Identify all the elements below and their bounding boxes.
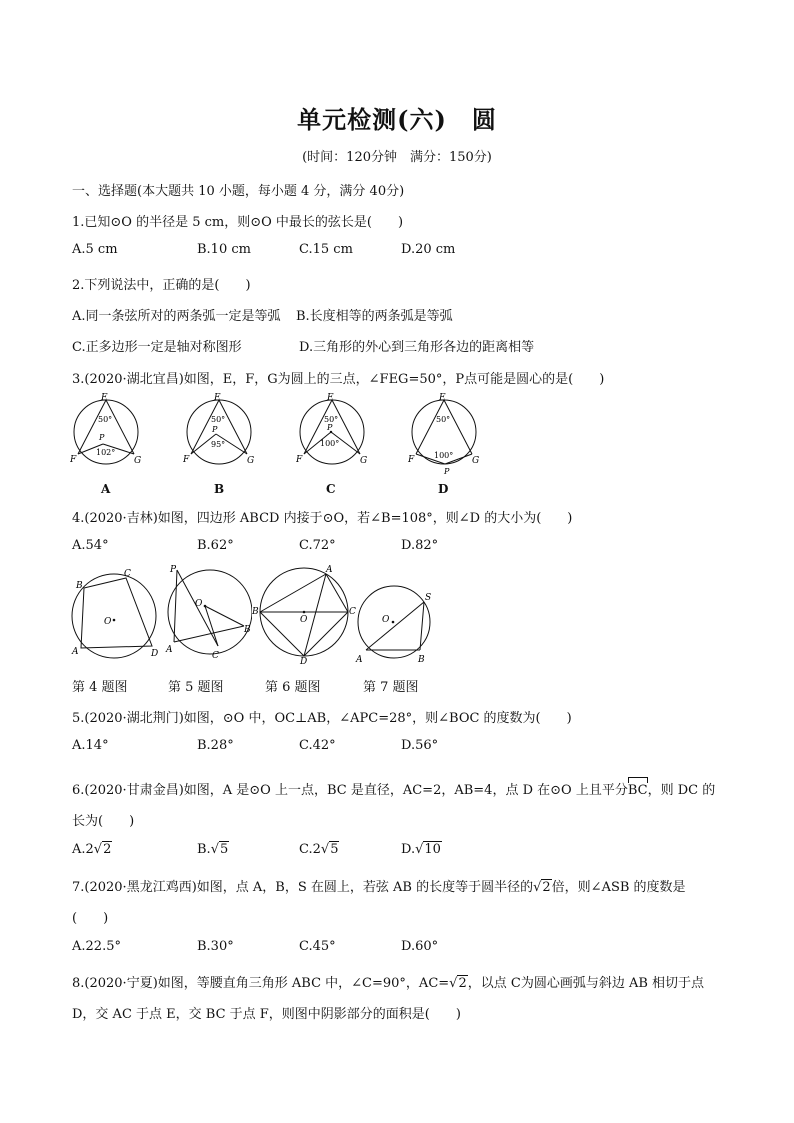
q3-figure-a — [70, 392, 142, 476]
q2-option-d: D.三角形的外心到三角形各边的距离相等 — [299, 340, 535, 355]
angle-p: 95° — [211, 440, 226, 449]
question-4-stem: 4.(2020·吉林)如图，四边形 ABCD 内接于⊙O，若∠B=108°，则∠D 的大小为( ) — [72, 511, 573, 526]
svg-text:B: B — [418, 655, 425, 665]
svg-text:P: P — [212, 425, 218, 434]
svg-text:O: O — [300, 615, 308, 625]
figure-caption-6: 第 6 题图 — [265, 680, 321, 695]
q3-caption-d: D — [438, 482, 449, 496]
question-1-stem: 1.已知⊙O 的半径是 5 cm，则⊙O 中最长的弦长是( ) — [72, 215, 404, 230]
q3-caption-b: B — [214, 482, 225, 496]
page-subtitle: (时间：120分钟 满分：150分) — [302, 150, 492, 165]
svg-text:O: O — [382, 615, 390, 625]
label-g: G — [134, 456, 142, 466]
q3-figure-d — [408, 392, 480, 480]
svg-text:B: B — [76, 581, 83, 591]
figure-caption-7: 第 7 题图 — [363, 680, 419, 695]
question-6-stem-cont: 长为( ) — [72, 814, 135, 829]
figure-q4 — [68, 566, 160, 666]
svg-text:P: P — [170, 565, 177, 575]
q1-option-a: A.5 cm — [72, 242, 118, 257]
q1-option-c: C.15 cm — [299, 242, 353, 257]
figure-caption-4: 第 4 题图 — [72, 680, 128, 695]
q5-option-d: D.56° — [401, 738, 439, 753]
q3-caption-c: C — [326, 482, 336, 496]
question-6-stem — [72, 779, 715, 798]
q1-option-b: B.10 cm — [197, 242, 251, 257]
q2-option-b: B.长度相等的两条弧是等弧 — [296, 309, 453, 324]
q5-option-a: A.14° — [72, 738, 109, 753]
svg-text:A: A — [356, 655, 363, 665]
svg-text:E: E — [214, 393, 221, 403]
q6-arc-bc: BC — [628, 783, 648, 798]
svg-text:A: A — [166, 645, 173, 655]
q6-option-a: A.2√2 — [72, 842, 112, 857]
question-3-stem: 3.(2020·湖北宜昌)如图，E，F，G为圆上的三点，∠FEG=50°，P点可能是圆心的是( ) — [72, 372, 605, 387]
question-8-stem-cont: D，交 AC 于点 E，交 BC 于点 F，则图中阴影部分的面积是( ) — [72, 1007, 461, 1022]
q7-option-b: B.30° — [197, 939, 234, 954]
q3-figure-c — [296, 392, 368, 476]
q4-option-b: B.62° — [197, 538, 234, 553]
svg-text:D: D — [151, 649, 159, 659]
svg-text:F: F — [296, 455, 303, 465]
figure-q5 — [160, 562, 252, 666]
svg-text:B: B — [252, 607, 259, 617]
svg-text:C: C — [124, 569, 131, 579]
svg-text:F: F — [408, 455, 415, 465]
svg-text:D: D — [300, 657, 308, 664]
svg-text:C: C — [349, 607, 356, 617]
q4-option-d: D.82° — [401, 538, 439, 553]
q3-caption-a: A — [101, 482, 111, 496]
q5-option-c: C.42° — [299, 738, 336, 753]
svg-text:A: A — [326, 565, 333, 575]
question-2-stem: 2.下列说法中，正确的是( ) — [72, 278, 251, 293]
angle-top: 50° — [98, 415, 113, 424]
q6-option-b: B.√5 — [197, 842, 229, 857]
svg-text:G: G — [472, 456, 480, 466]
angle-p: 102° — [96, 448, 116, 457]
svg-text:O: O — [195, 599, 203, 609]
svg-text:E: E — [327, 393, 334, 403]
svg-text:O: O — [104, 617, 112, 627]
q4-option-a: A.54° — [72, 538, 109, 553]
svg-text:A: A — [72, 647, 79, 657]
section-heading: 一、选择题(本大题共 10 小题，每小题 4 分，满分 40分) — [72, 184, 405, 199]
svg-text:C: C — [212, 651, 219, 661]
question-5-stem: 5.(2020·湖北荆门)如图，⊙O 中，OC⊥AB，∠APC=28°，则∠BOC 的度数为( ) — [72, 711, 572, 726]
q7-option-c: C.45° — [299, 939, 336, 954]
q6-option-c: C.2√5 — [299, 842, 339, 857]
figure-caption-5: 第 5 题图 — [168, 680, 224, 695]
angle-top: 50° — [324, 415, 339, 424]
figure-q6 — [252, 562, 356, 668]
q6-option-d: D.√10 — [401, 842, 441, 857]
q1-option-d: D.20 cm — [401, 242, 456, 257]
q3-figure-b — [183, 392, 255, 476]
svg-text:G: G — [360, 456, 368, 466]
svg-text:S: S — [425, 593, 432, 603]
q2-option-c: C.正多边形一定是轴对称图形 — [72, 340, 242, 355]
angle-p: 100° — [434, 451, 454, 460]
q7-option-d: D.60° — [401, 939, 439, 954]
label-e: E — [101, 393, 108, 403]
q6-stem-part-a: 6.(2020·甘肃金昌)如图，A 是⊙O 上一点，BC 是直径，AC=2，AB=4，点 D 在⊙O 上且平分 — [72, 783, 628, 798]
svg-text:P: P — [444, 467, 450, 476]
figure-q7 — [352, 582, 438, 670]
q2-option-a: A.同一条弦所对的两条弧一定是等弧 — [72, 309, 281, 324]
q6-stem-part-b: ，则 DC 的 — [647, 783, 716, 798]
q7-option-a: A.22.5° — [72, 939, 121, 954]
svg-text:E: E — [439, 393, 446, 403]
svg-text:P: P — [327, 423, 333, 432]
q4-option-c: C.72° — [299, 538, 336, 553]
question-7-stem: 7.(2020·黑龙江鸡西)如图，点 A，B，S 在圆上，若弦 AB 的长度等于圆半径的√2倍，则∠ASB 的度数是 — [72, 880, 686, 895]
svg-text:B: B — [244, 625, 251, 635]
label-p: P — [99, 433, 105, 442]
angle-p: 100° — [320, 439, 340, 448]
svg-text:F: F — [183, 455, 190, 465]
question-8-stem: 8.(2020·宁夏)如图，等腰直角三角形 ABC 中，∠C=90°，AC=√2，以点 C为圆心画弧与斜边 AB 相切于点 — [72, 976, 705, 991]
angle-top: 50° — [436, 415, 451, 424]
angle-top: 50° — [211, 415, 226, 424]
svg-text:G: G — [247, 456, 255, 466]
q5-option-b: B.28° — [197, 738, 234, 753]
page-title: 单元检测(六) 圆 — [297, 105, 497, 134]
label-f: F — [70, 455, 77, 465]
question-7-stem-cont: ( ) — [72, 911, 109, 926]
